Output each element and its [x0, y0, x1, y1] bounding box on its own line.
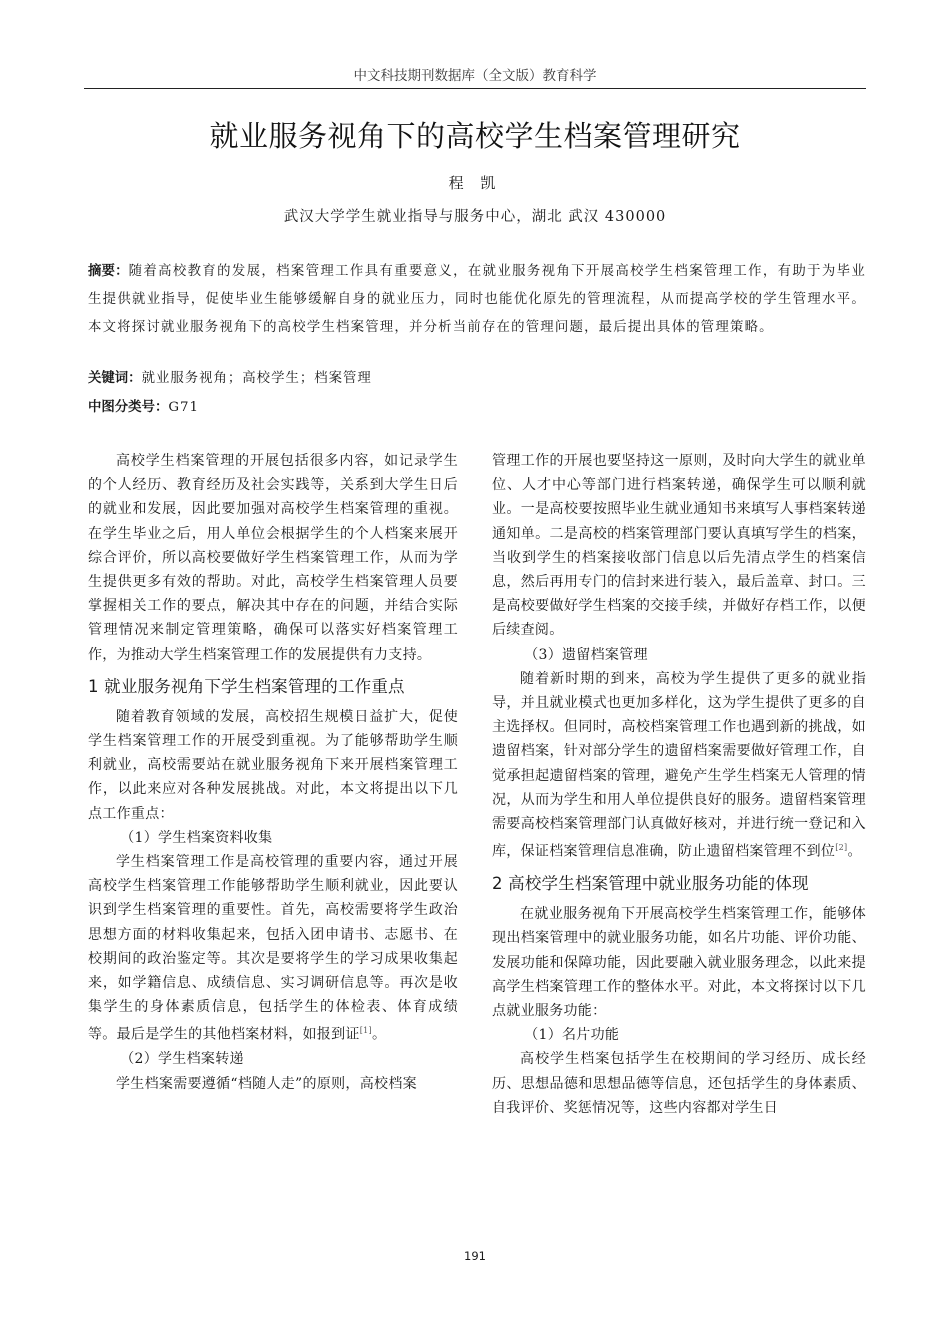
- intro-paragraph: 高校学生档案管理的开展包括很多内容，如记录学生的个人经历、教育经历及社会实践等，关系到大学生日后的就业和发展，因此要加强对高校学生档案管理的重视。在学生毕业之后，用人单位会根据学生的个人档案来展开综合评价，所以高校要做好学生档案管理工作，从而为学生提供更多有效的帮助。对此，高校学生档案管理人员要掌握相关工作的要点，解决其中存在的问题，并结合实际管理情况来制定管理策略，确保可以落实好档案管理工作，为推动大学生档案管理工作的发展提供有力支持。: [88, 453, 458, 663]
- classification-text: G71: [168, 400, 200, 415]
- article-title: 就业服务视角下的高校学生档案管理研究: [209, 119, 741, 153]
- classification-label: 中图分类号：: [88, 400, 169, 415]
- keywords-line: [88, 367, 372, 386]
- subsection-3-end: 。: [847, 843, 862, 860]
- subsection-1-end: 。: [371, 1027, 387, 1044]
- citation-2: [2]: [835, 843, 848, 853]
- section-1-heading: 1 就业服务视角下学生档案管理的工作重点: [88, 676, 405, 696]
- journal-header: 中文科技期刊数据库（全文版）教育科学: [353, 68, 597, 84]
- abstract-label: 摘要：: [88, 264, 129, 279]
- author-affiliation: 武汉大学学生就业指导与服务中心，湖北 武汉 430000: [283, 209, 667, 225]
- abstract-block: [88, 258, 866, 342]
- keywords-text: 就业服务视角；高校学生；档案管理: [141, 371, 372, 386]
- subsection-1-body: 学生档案管理工作是高校管理的重要内容，通过开展高校学生档案管理工作能够帮助学生顺利就业，因此要认识到学生档案管理的重要性。首先，高校需要将学生政治思想方面的材料收集起来，包括入团申请书、志愿书、在校期间的政治鉴定等。其次是要将学生的学习成果收集起来，如学籍信息、成绩信息、实习调研信息等。再次是收集学生的身体素质信息，包括学生的体检表、体育成绩等。最后是学生的其他档案材料，如报到证: [88, 854, 458, 1044]
- subsection-4-text: 高校学生档案包括学生在校期间的学习经历、成长经历、思想品德和思想品德等信息，还包括学生的身体素质、自我评价、奖惩情况等，这些内容都对学生日: [492, 1051, 866, 1116]
- subsection-1-heading: （1）学生档案资料收集: [120, 829, 273, 846]
- subsection-1-text: [88, 850, 458, 1047]
- subsection-3-text: [492, 667, 866, 864]
- left-column: [88, 449, 458, 1096]
- subsection-2-text: 学生档案需要遵循“档随人走”的原则，高校档案: [116, 1075, 417, 1092]
- classification-line: [88, 396, 199, 415]
- subsection-2-continued: 管理工作的开展也要坚持这一原则，及时向大学生的就业单位、人才中心等部门进行档案转递，确保学生可以顺利就业。一是高校要按照毕业生就业通知书来填写人事档案转递通知单。二是高校的档案管理部门要认真填写学生的档案，当收到学生的档案接收部门信息以后先清点学生的档案信息，然后再用专门的信封来进行装入，最后盖章、封口。三是高校要做好学生档案的交接手续，并做好存档工作，以便后续查阅。: [492, 453, 866, 639]
- header-divider: [84, 88, 866, 89]
- subsection-3-heading: （3）遗留档案管理: [524, 646, 648, 663]
- author-name: 程 凯: [448, 174, 502, 192]
- section-1-intro: 随着教育领域的发展，高校招生规模日益扩大，促使学生档案管理工作的开展受到重视。为了能够帮助学生顺利就业，高校需要站在就业服务视角下来开展档案管理工作，以此来应对各种发展挑战。对此，本文将提出以下几点工作重点：: [88, 708, 458, 822]
- citation-1: [1]: [359, 1026, 372, 1036]
- abstract-text: 随着高校教育的发展，档案管理工作具有重要意义，在就业服务视角下开展高校学生档案管理工作，有助于为毕业生提供就业指导，促使毕业生能够缓解自身的就业压力，同时也能优化原先的管理流程，从而提高学校的学生管理水平。本文将探讨就业服务视角下的高校学生档案管理，并分析当前存在的管理问题，最后提出具体的管理策略。: [88, 264, 867, 335]
- subsection-2-heading: （2）学生档案转递: [120, 1051, 244, 1068]
- section-2-heading: 2 高校学生档案管理中就业服务功能的体现: [492, 874, 809, 894]
- section-2-intro: 在就业服务视角下开展高校学生档案管理工作，能够体现出档案管理中的就业服务功能，如名片功能、评价功能、发展功能和保障功能，因此要融入就业服务理念，以此来提高学生档案管理工作的整体水平。对此，本文将探讨以下几点就业服务功能：: [492, 906, 866, 1019]
- right-column: [492, 449, 866, 1120]
- subsection-4-heading: （1）名片功能: [524, 1027, 620, 1044]
- page-number: 191: [464, 1249, 486, 1263]
- keywords-label: 关键词：: [88, 371, 142, 386]
- subsection-3-body: 随着新时期的到来，高校为学生提供了更多的就业指导，并且就业模式也更加多样化，这为学生提供了更多的自主选择权。但同时，高校档案管理工作也遇到新的挑战，如遗留档案，针对部分学生的遗留档案需要做好管理工作，自觉承担起遗留档案的管理，避免产生学生档案无人管理的情况，从而为学生和用人单位提供良好的服务。遗留档案管理需要高校档案管理部门认真做好核对，并进行统一登记和入库，保证档案管理信息准确，防止遗留档案管理不到位: [492, 670, 866, 860]
